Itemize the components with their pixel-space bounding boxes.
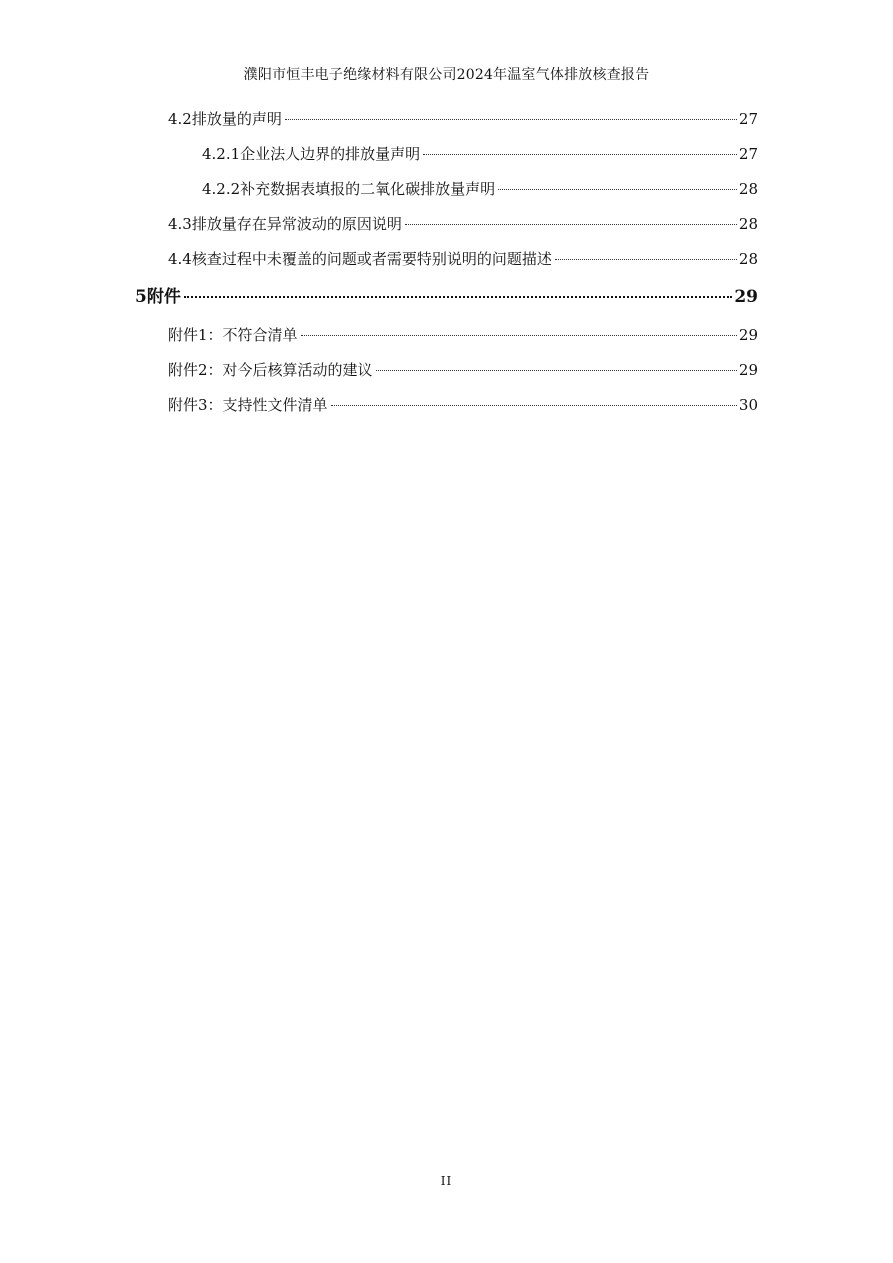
toc-entry[interactable] — [168, 248, 758, 270]
toc-entry-label: 4.4核查过程中未覆盖的问题或者需要特别说明的问题描述 — [168, 250, 552, 268]
dot-leader — [184, 296, 732, 298]
dot-leader — [285, 119, 737, 120]
toc-entry-page: 30 — [738, 396, 758, 414]
toc-entry-page: 28 — [738, 250, 758, 268]
toc-entry-page: 27 — [738, 145, 758, 163]
page-number: II — [440, 1174, 453, 1188]
toc-entry-label: 4.3排放量存在异常波动的原因说明 — [168, 215, 402, 233]
toc-entry[interactable] — [168, 108, 758, 130]
toc-entry-label: 附件3：支持性文件清单 — [168, 396, 328, 414]
toc-entry-page: 29 — [738, 361, 758, 379]
dot-leader — [376, 370, 737, 371]
toc-entry-page: 28 — [738, 180, 758, 198]
dot-leader — [555, 259, 737, 260]
toc-entry-page: 27 — [738, 110, 758, 128]
dot-leader — [405, 224, 737, 225]
dot-leader — [498, 189, 737, 190]
toc-entry[interactable] — [202, 178, 758, 200]
toc-entry-label: 4.2.1企业法人边界的排放量声明 — [202, 145, 421, 163]
toc-entry[interactable] — [168, 359, 758, 381]
toc-entry[interactable] — [168, 394, 758, 416]
toc-entry-label: 附件2：对今后核算活动的建议 — [168, 361, 373, 379]
dot-leader — [423, 154, 737, 155]
toc-entry-page: 29 — [738, 326, 758, 344]
toc-entry-label: 附件1：不符合清单 — [168, 326, 298, 344]
toc-entry-page: 28 — [738, 215, 758, 233]
dot-leader — [301, 335, 737, 336]
toc-entry[interactable] — [168, 324, 758, 346]
toc-entry-chapter[interactable] — [135, 286, 758, 308]
toc-entry[interactable] — [168, 213, 758, 235]
toc-entry-label: 4.2排放量的声明 — [168, 110, 282, 128]
table-of-contents — [0, 106, 893, 426]
dot-leader — [331, 405, 737, 406]
toc-entry-label: 4.2.2补充数据表填报的二氧化碳排放量声明 — [202, 180, 496, 198]
page-header: 濮阳市恒丰电子绝缘材料有限公司2024年温室气体排放核查报告 — [243, 67, 650, 83]
toc-entry-label: 5附件 — [135, 287, 181, 307]
toc-entry[interactable] — [202, 143, 758, 165]
toc-entry-page: 29 — [734, 287, 758, 307]
